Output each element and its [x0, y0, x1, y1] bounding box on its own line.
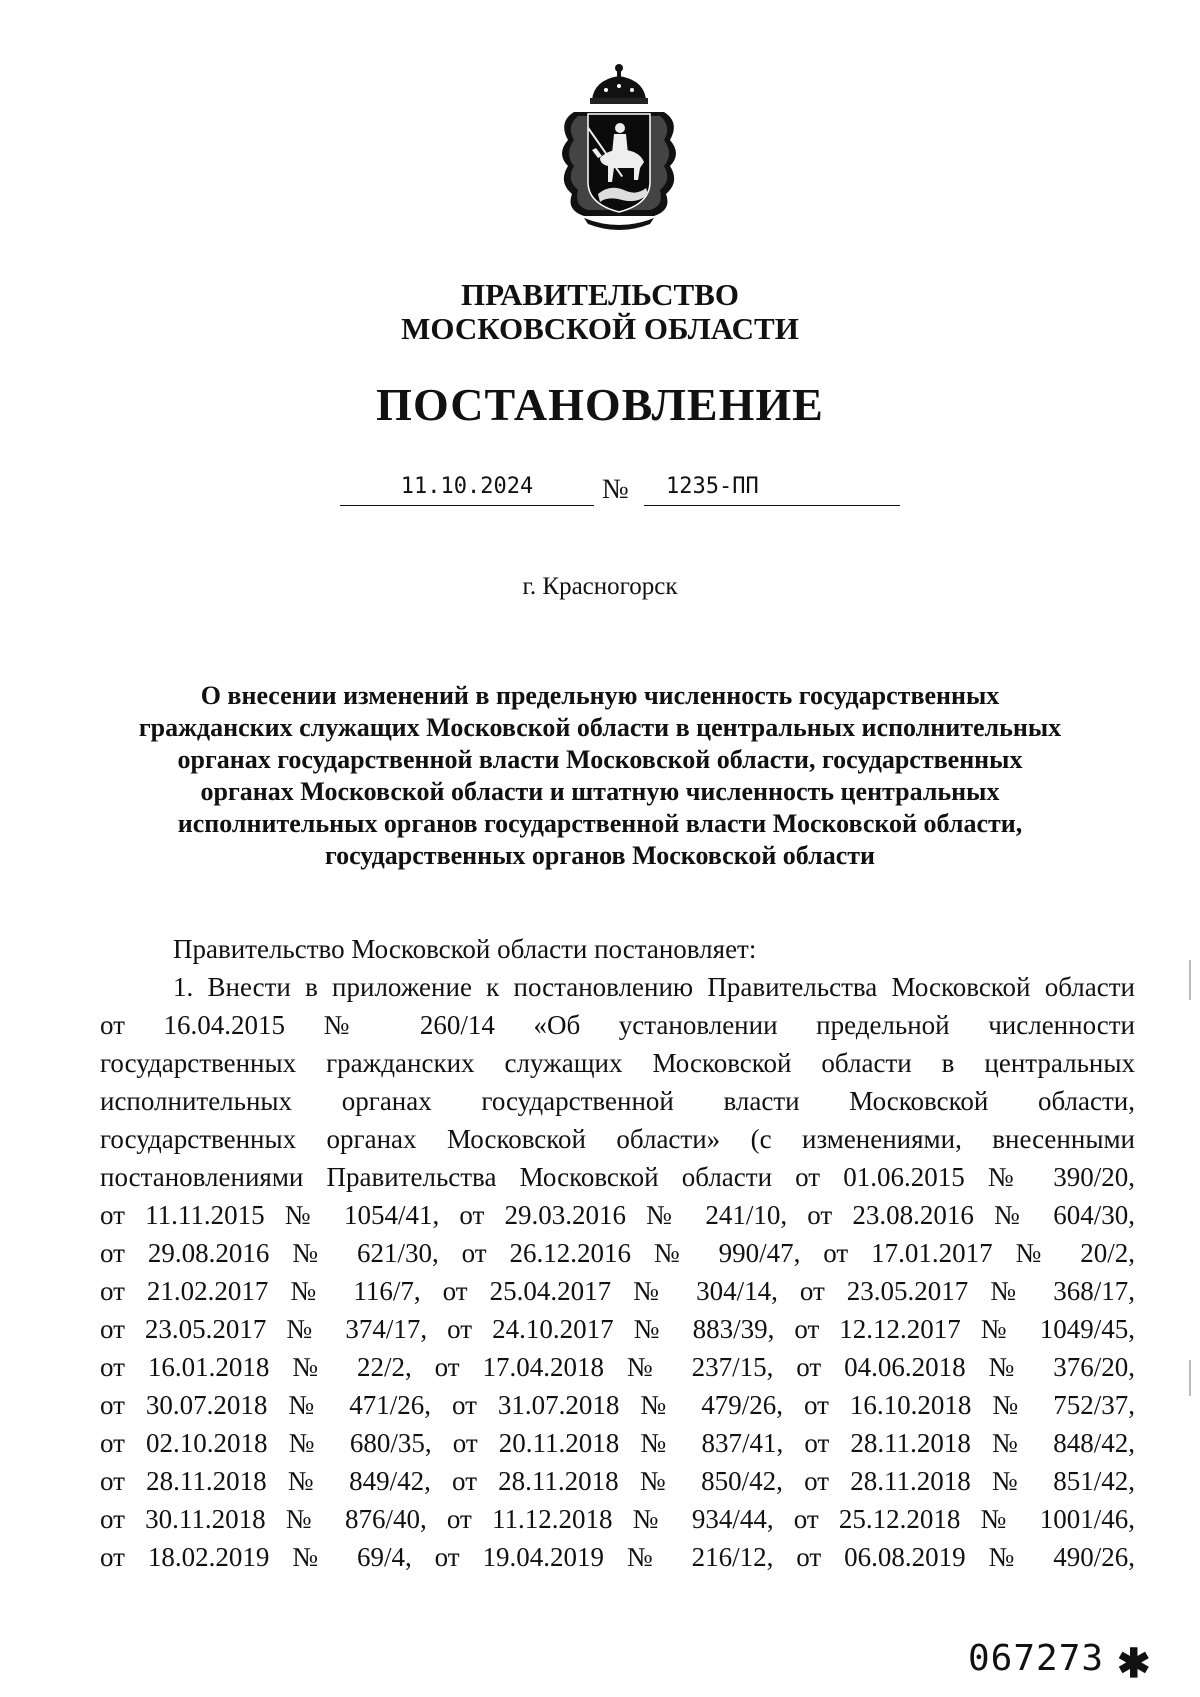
body-line: от 16.04.2015 № 260/14 «Об установлении предельной численности	[100, 1010, 1135, 1040]
body-line: государственных органах Московской области» (с изменениями, внесенными	[100, 1124, 1135, 1154]
body-line: от 16.01.2018 № 22/2, от 17.04.2018 № 237/15, от 04.06.2018 № 376/20,	[100, 1352, 1135, 1382]
body-line: государственных гражданских служащих Московской области в центральных	[100, 1048, 1135, 1078]
title-line: исполнительных органов государственной власти Московской области,	[177, 809, 1023, 838]
document-title	[100, 680, 1100, 872]
organization-name-line2: МОСКОВСКОЙ ОБЛАСТИ	[401, 311, 799, 346]
document-date: 11.10.2024	[400, 474, 534, 499]
asterisk-mark: ✱	[1117, 1641, 1151, 1686]
body-line: постановлениями Правительства Московской области от 01.06.2015 № 390/20,	[100, 1162, 1135, 1192]
number-underline	[644, 505, 900, 506]
document-type: ПОСТАНОВЛЕНИЕ	[376, 379, 824, 430]
body-line: от 21.02.2017 № 116/7, от 25.04.2017 № 304/14, от 23.05.2017 № 368/17,	[100, 1276, 1135, 1306]
title-line: органах Московской области и штатную численность центральных	[200, 777, 1000, 806]
document-body	[100, 930, 1135, 1576]
body-line: от 11.11.2015 № 1054/41, от 29.03.2016 № 241/10, от 23.08.2016 № 604/30,	[100, 1200, 1135, 1230]
scan-edge-mark	[1189, 1360, 1191, 1396]
body-line: исполнительных органах государственной власти Московской области,	[100, 1086, 1135, 1116]
city-name: г. Красногорск	[522, 573, 678, 600]
title-line: гражданских служащих Московской области в центральных исполнительных	[138, 713, 1062, 742]
body-line: от 23.05.2017 № 374/17, от 24.10.2017 № 883/39, от 12.12.2017 № 1049/45,	[100, 1314, 1135, 1344]
body-line: от 30.11.2018 № 876/40, от 11.12.2018 № 934/44, от 25.12.2018 № 1001/46,	[100, 1504, 1135, 1534]
coat-of-arms-icon	[554, 62, 684, 232]
number-sign: №	[602, 474, 629, 505]
serial-number: 067273	[968, 1638, 1105, 1679]
body-line: от 30.07.2018 № 471/26, от 31.07.2018 № 479/26, от 16.10.2018 № 752/37,	[100, 1390, 1135, 1420]
title-line: органах государственной власти Московской области, государственных	[177, 745, 1023, 774]
title-line: О внесении изменений в предельную численность государственных	[200, 681, 1000, 710]
body-line: от 28.11.2018 № 849/42, от 28.11.2018 № 850/42, от 28.11.2018 № 851/42,	[100, 1466, 1135, 1496]
organization-name-line1: ПРАВИТЕЛЬСТВО	[461, 277, 739, 312]
body-line: от 02.10.2018 № 680/35, от 20.11.2018 № 837/41, от 28.11.2018 № 848/42,	[100, 1428, 1135, 1458]
document-number: 1235-ПП	[666, 474, 759, 499]
body-line: от 29.08.2016 № 621/30, от 26.12.2016 № 990/47, от 17.01.2017 № 20/2,	[100, 1238, 1135, 1268]
body-line: от 18.02.2019 № 69/4, от 19.04.2019 № 216/12, от 06.08.2019 № 490/26,	[100, 1542, 1135, 1572]
date-underline	[340, 505, 594, 506]
intro-text: Правительство Московской области постановляет:	[173, 934, 757, 964]
scan-edge-mark	[1189, 960, 1191, 1000]
title-line: государственных органов Московской области	[324, 841, 876, 870]
body-line: 1. Внести в приложение к постановлению Правительства Московской области	[173, 972, 1135, 1002]
